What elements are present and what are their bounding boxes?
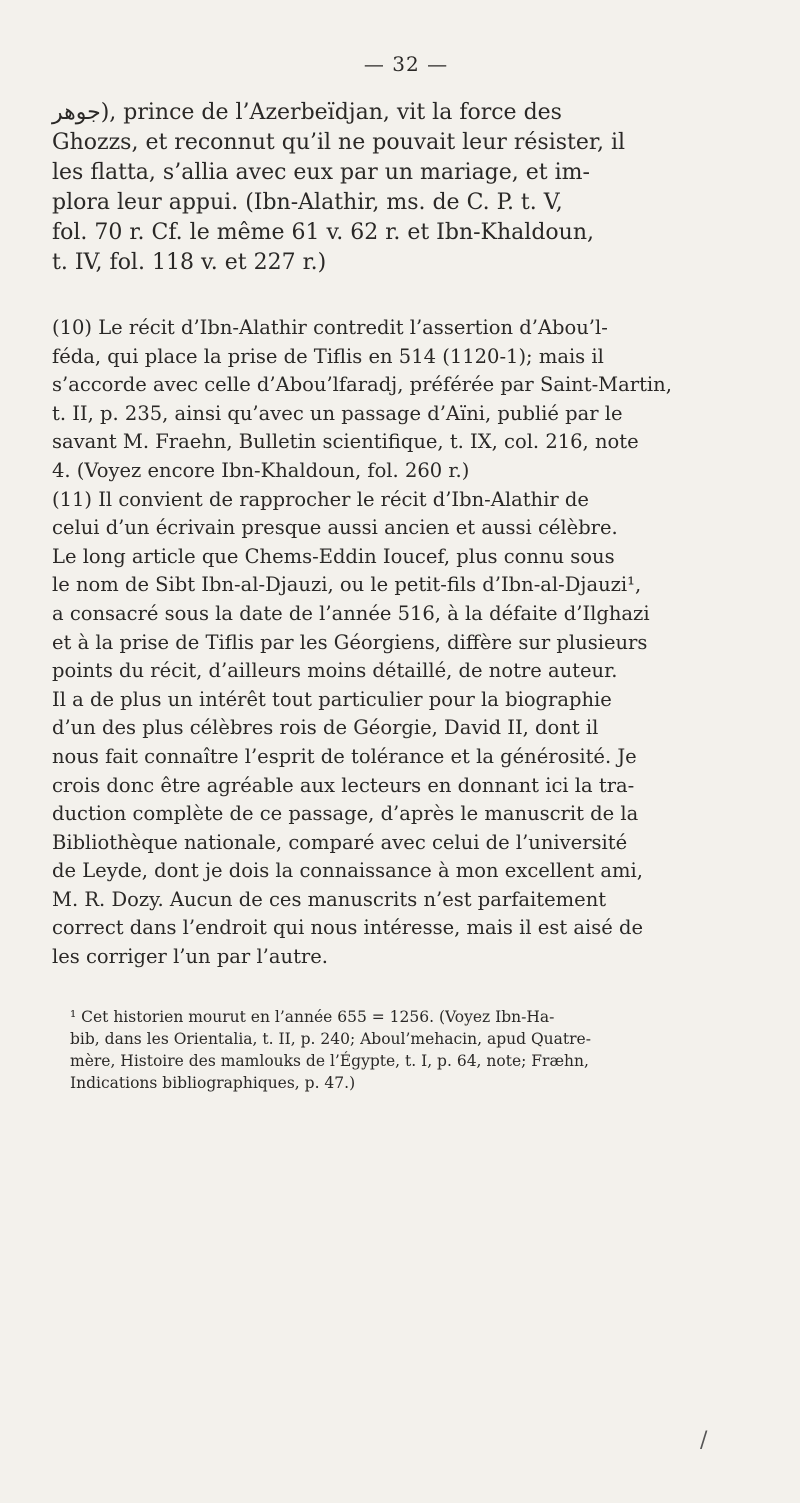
footnote-line: Indications bibliographiques, p. 47.) (70, 1073, 356, 1092)
text-line: Le long article que Chems-Eddin Ioucef, plus connu sous (52, 544, 615, 568)
text-line: Ghozzs, et reconnut qu’il ne pouvait leur résister, il (52, 130, 626, 155)
text-line: Bibliothèque nationale, comparé avec celui de l’université (52, 830, 628, 854)
footnote-line: bib, dans les Orientalia, t. II, p. 240; Aboul’mehacin, apud Quatre- (70, 1029, 591, 1048)
text-line: celui d’un écrivain presque aussi ancien et aussi célèbre. (52, 516, 618, 540)
text-line: t. IV, fol. 118 v. et 227 r.) (52, 250, 327, 275)
text-line: les flatta, s’allia avec eux par un mariage, et im- (52, 160, 590, 185)
text-line: correct dans l’endroit qui nous intéresse, mais il est aisé de (52, 916, 643, 940)
text-line: (10) Le récit d’Ibn-Alathir contredit l’assertion d’Abou’l- (52, 316, 608, 339)
footnote-line: ¹ Cet historien mourut en l’année 655 = 1256. (Voyez Ibn-Ha- (70, 1007, 555, 1026)
text-line: et à la prise de Tiflis par les Géorgiens, diffère sur plusieurs (52, 630, 648, 654)
text-line: points du récit, d’ailleurs moins détaillé, de notre auteur. (52, 659, 618, 683)
text-line: Il a de plus un intérêt tout particulier pour la biographie (52, 687, 612, 711)
text-line: savant M. Fraehn, Bulletin scientifique, t. IX, col. 216, note (52, 430, 639, 454)
text-line: t. II, p. 235, ainsi qu’avec un passage d’Aïni, publié par le (52, 401, 623, 425)
text-line: nous fait connaître l’esprit de tolérance et la générosité. Je (52, 744, 637, 768)
text-line: les corriger l’un par l’autre. (52, 945, 328, 969)
footnote (52, 1006, 760, 1094)
text-line: féda, qui place la prise de Tiflis en 514 (1120-1); mais il (52, 344, 604, 368)
text-line: de Leyde, dont je dois la connaissance à mon excellent ami, (52, 859, 643, 883)
page-number: — 32 — (363, 52, 449, 76)
text-line: plora leur appui. (Ibn-Alathir, ms. de C. P. t. V, (52, 190, 563, 215)
text-line: d’un des plus célèbres rois de Géorgie, David II, dont il (52, 716, 599, 740)
continuation-paragraph (52, 98, 760, 278)
text-line: 4. (Voyez encore Ibn-Khaldoun, fol. 260 r.) (52, 458, 470, 482)
text-line: duction complète de ce passage, d’après le manuscrit de la (52, 802, 639, 826)
text-line: crois donc être agréable aux lecteurs en donnant ici la tra- (52, 773, 635, 797)
text-line: s’accorde avec celle d’Abou’lfaradj, préférée par Saint-Martin, (52, 373, 672, 397)
text-line: ﺟﻮﻫﺮ), prince de l’Azerbeïdjan, vit la force des (52, 100, 562, 125)
text-line: a consacré sous la date de l’année 516, à la défaite d’Ilghazi (52, 601, 650, 625)
note-11 (52, 486, 760, 972)
text-line: M. R. Dozy. Aucun de ces manuscrits n’est parfaitement (52, 887, 607, 911)
text-line: fol. 70 r. Cf. le même 61 v. 62 r. et Ibn-Khaldoun, (52, 220, 594, 245)
note-10 (52, 314, 760, 486)
text-line: le nom de Sibt Ibn-al-Djauzi, ou le petit-fils d’Ibn-al-Djauzi¹, (52, 573, 642, 597)
text-line: (11) Il convient de rapprocher le récit d’Ibn-Alathir de (52, 487, 589, 511)
margin-mark: / (700, 1428, 708, 1453)
footnote-line: mère, Histoire des mamlouks de l’Égypte, t. I, p. 64, note; Fræhn, (70, 1051, 589, 1070)
